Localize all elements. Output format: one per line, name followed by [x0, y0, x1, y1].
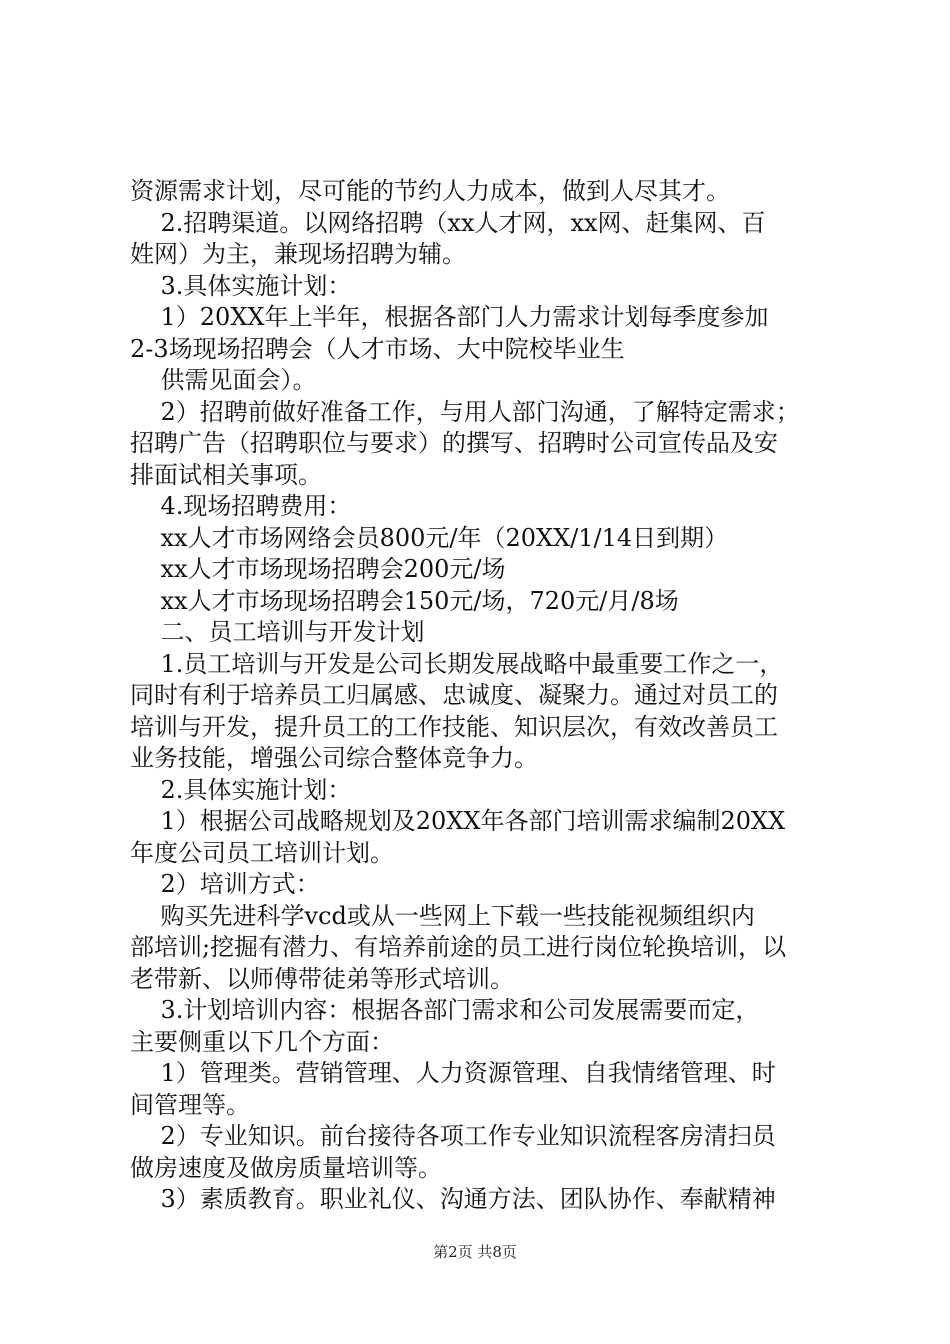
text-line: 1）20XX年上半年，根据各部门人力需求计划每季度参加: [130, 303, 769, 331]
text-line: 4.现场招聘费用：: [130, 492, 352, 520]
text-line: 业务技能，增强公司综合整体竞争力。: [130, 744, 538, 772]
text-line: 1）根据公司战略规划及20XX年各部门培训需求编制20XX: [130, 807, 786, 835]
text-line: 部培训;挖掘有潜力、有培养前途的员工进行岗位轮换培训，以: [130, 933, 787, 961]
text-line: 3）素质教育。职业礼仪、沟通方法、团队协作、奉献精神: [130, 1185, 776, 1213]
text-line: xx人才市场现场招聘会150元/场，720元/月/8场: [130, 586, 679, 615]
text-line: 培训与开发，提升员工的工作技能、知识层次，有效改善员工: [130, 712, 778, 741]
text-line: 做房速度及做房质量培训等。: [130, 1153, 442, 1182]
text-line: 3.具体实施计划：: [130, 271, 352, 300]
text-line: 年度公司员工培训计划。: [130, 838, 394, 867]
text-line: 2.具体实施计划：: [130, 775, 352, 804]
text-line: 老带新、以师傅带徒弟等形式培训。: [130, 964, 514, 993]
text-line: 姓网）为主，兼现场招聘为辅。: [130, 240, 466, 268]
text-line: 2）招聘前做好准备工作，与用人部门沟通，了解特定需求；: [130, 397, 800, 426]
text-line: xx人才市场现场招聘会200元/场: [130, 555, 506, 583]
text-line: 购买先进科学vcd或从一些网上下载一些技能视频组织内: [130, 901, 755, 930]
text-line: xx人才市场网络会员800元/年（20XX/1/14日到期）: [130, 523, 729, 552]
text-line: 间管理等。: [130, 1090, 250, 1119]
text-line: 1.员工培训与开发是公司长期发展战略中最重要工作之一，: [130, 649, 784, 678]
text-line: 招聘广告（招聘职位与要求）的撰写、招聘时公司宣传品及安: [130, 429, 778, 457]
text-line: 2.招聘渠道。以网络招聘（xx人才网，xx网、赶集网、百: [130, 208, 766, 237]
text-line: 供需见面会）。: [130, 366, 317, 394]
text-line: 资源需求计划，尽可能的节约人力成本，做到人尽其才。: [130, 177, 730, 205]
body-text: [130, 176, 830, 1216]
text-line: 1）管理类。营销管理、人力资源管理、自我情绪管理、时: [130, 1059, 776, 1087]
text-line: 3.计划培训内容：根据各部门需求和公司发展需要而定，: [130, 996, 760, 1024]
text-line: 二、员工培训与开发计划: [130, 618, 425, 646]
text-line: 2）培训方式：: [130, 870, 320, 898]
page-footer: 第2页 共8页: [433, 1243, 517, 1261]
text-line: 排面试相关事项。: [130, 460, 322, 489]
text-line: 主要侧重以下几个方面：: [130, 1027, 394, 1056]
text-line: 同时有利于培养员工归属感、忠诚度、凝聚力。通过对员工的: [130, 681, 778, 709]
text-line: 2）专业知识。前台接待各项工作专业知识流程客房清扫员: [130, 1122, 776, 1150]
text-line: 2-3场现场招聘会（人才市场、大中院校毕业生: [130, 334, 625, 363]
